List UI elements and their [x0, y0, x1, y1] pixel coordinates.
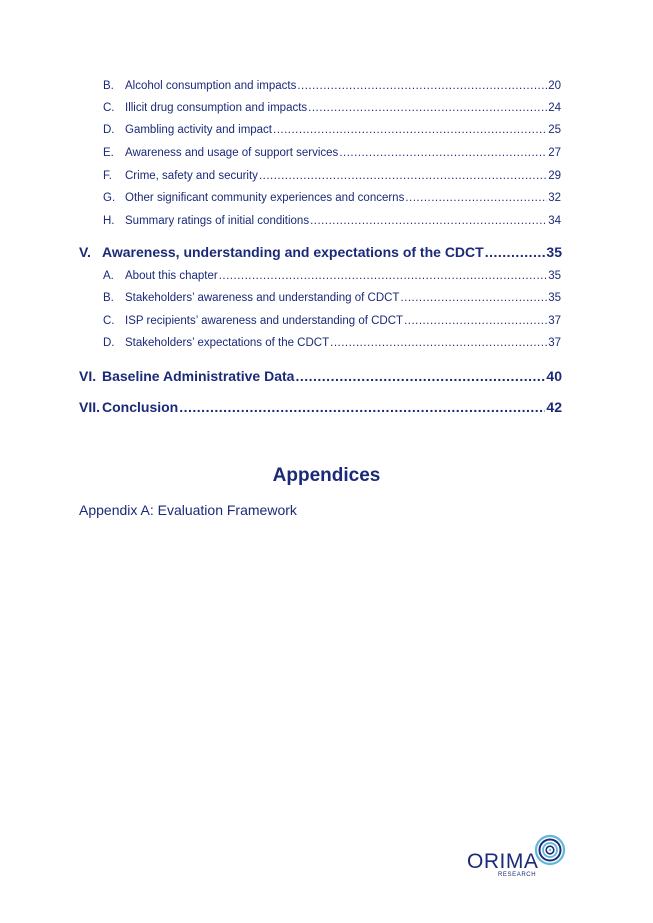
appendix-a-link[interactable]: Appendix A: Evaluation Framework: [79, 502, 297, 518]
toc-entry-title: Illicit drug consumption and impacts: [125, 102, 308, 114]
toc-section-title: Conclusion: [102, 399, 179, 415]
toc-entry-letter: A.: [103, 270, 114, 282]
dot-leader: [404, 315, 547, 327]
toc-section-vi[interactable]: [79, 368, 562, 384]
logo-subtitle: RESEARCH: [498, 872, 537, 878]
appendices-heading: Appendices: [272, 465, 381, 486]
toc-section-page: 40: [546, 368, 562, 384]
toc-entry-page: 29: [548, 170, 561, 182]
toc-entry-title: Stakeholders’ expectations of the CDCT: [125, 337, 330, 349]
toc-entry-page: 27: [548, 147, 561, 159]
dot-leader: [297, 80, 547, 92]
toc-entry-letter: D.: [103, 337, 115, 349]
dot-leader: [400, 292, 547, 304]
toc-section-vii[interactable]: [79, 399, 562, 415]
toc-entry-letter: B.: [103, 292, 114, 304]
dot-leader: [308, 102, 547, 114]
toc-entry[interactable]: [103, 102, 561, 114]
toc-entry[interactable]: [103, 170, 561, 182]
toc-entry-page: 35: [548, 270, 561, 282]
toc-entry-page: 34: [548, 215, 561, 227]
toc-entry-letter: F.: [103, 170, 112, 182]
dot-leader: [405, 192, 547, 204]
concentric-rings-icon: [534, 834, 566, 866]
toc-section-page: 42: [546, 399, 562, 415]
toc-section-v[interactable]: [79, 244, 562, 260]
toc-entry-title: Alcohol consumption and impacts: [125, 80, 297, 92]
toc-entry[interactable]: [103, 215, 561, 227]
toc-entry[interactable]: [103, 337, 561, 349]
dot-leader: [330, 337, 547, 349]
dot-leader: [485, 244, 546, 260]
toc-section-title: Awareness, understanding and expectations of the CDCT: [102, 244, 484, 260]
dot-leader: [295, 368, 545, 384]
toc-entry-page: 37: [548, 315, 561, 327]
dot-leader: [259, 170, 547, 182]
toc-section-page: 35: [546, 244, 562, 260]
toc-entry-title: Gambling activity and impact: [125, 124, 273, 136]
toc-entry-letter: E.: [103, 147, 114, 159]
dot-leader: [310, 215, 547, 227]
toc-entry[interactable]: [103, 80, 561, 92]
toc-entry-letter: C.: [103, 102, 115, 114]
dot-leader: [339, 147, 547, 159]
toc-section-numeral: VI.: [79, 368, 97, 384]
toc-entry-title: Crime, safety and security: [125, 170, 258, 182]
toc-entry-title: Awareness and usage of support services: [125, 147, 339, 159]
orima-logo: [467, 834, 567, 882]
toc-entry-letter: C.: [103, 315, 115, 327]
toc-entry-page: 25: [548, 124, 561, 136]
toc-entry[interactable]: [103, 124, 561, 136]
toc-entry[interactable]: [103, 192, 561, 204]
toc-entry[interactable]: [103, 270, 561, 282]
dot-leader: [273, 124, 547, 136]
toc-section-title: Baseline Administrative Data: [102, 368, 295, 384]
toc-entry-page: 32: [548, 192, 561, 204]
toc-entry-title: About this chapter: [125, 270, 218, 282]
dot-leader: [219, 270, 548, 282]
toc-entry-letter: H.: [103, 215, 115, 227]
toc-entry[interactable]: [103, 147, 561, 159]
dot-leader: [179, 399, 545, 415]
toc-entry-title: Stakeholders’ awareness and understanding of CDCT: [125, 292, 400, 304]
toc-entry-letter: B.: [103, 80, 114, 92]
toc-entry-title: Summary ratings of initial conditions: [125, 215, 310, 227]
toc-entry-page: 37: [548, 337, 561, 349]
toc-entry-page: 24: [548, 102, 561, 114]
toc-entry-letter: G.: [103, 192, 116, 204]
toc-entry[interactable]: [103, 315, 561, 327]
toc-entry-letter: D.: [103, 124, 115, 136]
toc-entry-page: 20: [548, 80, 561, 92]
toc-entry-title: Other significant community experiences and concerns: [125, 192, 405, 204]
toc-section-numeral: V.: [79, 244, 91, 260]
toc-entry[interactable]: [103, 292, 561, 304]
toc-section-numeral: VII.: [79, 399, 101, 415]
toc-entry-title: ISP recipients’ awareness and understanding of CDCT: [125, 315, 404, 327]
logo-wordmark: ORIMA: [467, 850, 539, 873]
toc-entry-page: 35: [548, 292, 561, 304]
